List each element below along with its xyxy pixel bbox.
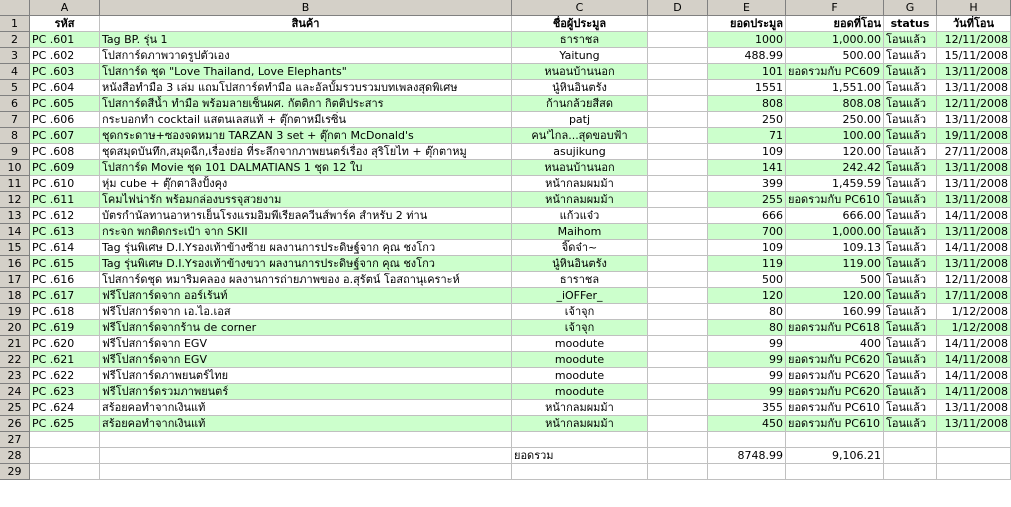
cell-product[interactable]: ฟรีโปสการ์ดจาก เอ.ไอ.เอส <box>100 304 512 320</box>
row-header[interactable]: 19 <box>0 304 30 320</box>
cell-product[interactable] <box>100 448 512 464</box>
cell-product[interactable]: Tag รุ่นพิเศษ D.I.Yรองเท้าข้างซ้าย ผลงานการประดิษฐ์จาก คุณ ชงโกว <box>100 240 512 256</box>
cell-bid[interactable]: 80 <box>708 304 786 320</box>
cell-code[interactable]: PC .604 <box>30 80 100 96</box>
cell-blank[interactable] <box>648 336 708 352</box>
cell-transfer[interactable]: 9,106.21 <box>786 448 884 464</box>
cell-bidder[interactable]: หน้ากลมผมม้า <box>512 192 648 208</box>
row-header[interactable]: 12 <box>0 192 30 208</box>
cell-bid[interactable]: 250 <box>708 112 786 128</box>
cell-date[interactable]: 1/12/2008 <box>937 320 1011 336</box>
cell-transfer[interactable]: 400 <box>786 336 884 352</box>
cell-status[interactable] <box>884 464 937 480</box>
cell-bidder[interactable]: หน้ากลมผมม้า <box>512 416 648 432</box>
cell-product[interactable]: บัตรกำนัลทานอาหารเย็นโรงแรมอิมพีเรียลควีนส์พาร์ค สำหรับ 2 ท่าน <box>100 208 512 224</box>
cell-bid[interactable]: 1000 <box>708 32 786 48</box>
cell-bid[interactable]: 99 <box>708 368 786 384</box>
cell-bidder[interactable]: เจ้าจุก <box>512 304 648 320</box>
cell-status[interactable]: โอนแล้ว <box>884 288 937 304</box>
cell-bidder[interactable]: ยอดรวม <box>512 448 648 464</box>
cell-status[interactable]: โอนแล้ว <box>884 160 937 176</box>
row-header[interactable]: 13 <box>0 208 30 224</box>
cell-product[interactable]: ฟรีโปสการ์ดภาพยนตร์ไทย <box>100 368 512 384</box>
cell-blank[interactable] <box>648 416 708 432</box>
cell-code[interactable]: PC .622 <box>30 368 100 384</box>
cell-bidder[interactable]: moodute <box>512 352 648 368</box>
cell-product[interactable]: กระจก พกติดกระเป๋า จาก SKII <box>100 224 512 240</box>
cell-bidder[interactable]: หน้ากลมผมม้า <box>512 176 648 192</box>
row-header[interactable]: 14 <box>0 224 30 240</box>
cell-transfer[interactable]: 100.00 <box>786 128 884 144</box>
cell-status[interactable]: โอนแล้ว <box>884 80 937 96</box>
cell-transfer[interactable]: ยอดรวมกับ PC609 <box>786 64 884 80</box>
cell-bidder[interactable]: นู๋หินอินตรัง <box>512 80 648 96</box>
cell-blank[interactable] <box>648 224 708 240</box>
cell-bid[interactable]: 488.99 <box>708 48 786 64</box>
cell-code[interactable]: PC .605 <box>30 96 100 112</box>
cell-product[interactable]: ชุดสมุดบันทึก,สมุดฉีก,เรื่องย่อ ที่ระลึกจากภาพยนตร์เรื่อง สุริโยไท + ตุ๊กตาหมู <box>100 144 512 160</box>
cell-status[interactable]: โอนแล้ว <box>884 304 937 320</box>
cell-code[interactable]: PC .611 <box>30 192 100 208</box>
cell-transfer[interactable]: 1,551.00 <box>786 80 884 96</box>
cell-date[interactable]: 13/11/2008 <box>937 160 1011 176</box>
cell-status[interactable]: โอนแล้ว <box>884 64 937 80</box>
cell-blank[interactable] <box>648 112 708 128</box>
row-header[interactable]: 5 <box>0 80 30 96</box>
cell-status[interactable]: โอนแล้ว <box>884 400 937 416</box>
cell-transfer[interactable]: ยอดรวมกับ PC610 <box>786 400 884 416</box>
cell-blank[interactable] <box>648 144 708 160</box>
cell-status[interactable] <box>884 432 937 448</box>
cell-transfer[interactable] <box>786 464 884 480</box>
cell-bid[interactable]: 8748.99 <box>708 448 786 464</box>
cell-transfer[interactable]: 1,459.59 <box>786 176 884 192</box>
cell-product[interactable]: ชุดกระดาษ+ซองจดหมาย TARZAN 3 set + ตุ๊กตา McDonald's <box>100 128 512 144</box>
cell-bidder[interactable]: moodute <box>512 384 648 400</box>
cell-code[interactable]: PC .606 <box>30 112 100 128</box>
cell-bid[interactable]: 101 <box>708 64 786 80</box>
row-header[interactable]: 7 <box>0 112 30 128</box>
cell-status[interactable]: โอนแล้ว <box>884 336 937 352</box>
row-header[interactable]: 8 <box>0 128 30 144</box>
cell-code[interactable]: PC .621 <box>30 352 100 368</box>
cell-date[interactable]: 13/11/2008 <box>937 64 1011 80</box>
cell-product[interactable] <box>100 464 512 480</box>
cell-date[interactable]: 17/11/2008 <box>937 288 1011 304</box>
cell-transfer[interactable]: 119.00 <box>786 256 884 272</box>
cell-blank[interactable] <box>648 176 708 192</box>
cell-bid[interactable]: 71 <box>708 128 786 144</box>
cell-transfer[interactable]: ยอดรวมกับ PC620 <box>786 384 884 400</box>
cell-date[interactable]: 14/11/2008 <box>937 352 1011 368</box>
cell-bidder[interactable]: asujikung <box>512 144 648 160</box>
column-header-h[interactable]: H <box>937 0 1011 16</box>
cell-transfer[interactable]: 160.99 <box>786 304 884 320</box>
cell-blank[interactable] <box>648 160 708 176</box>
row-header[interactable]: 15 <box>0 240 30 256</box>
cell-transfer[interactable]: 500 <box>786 272 884 288</box>
cell-bid[interactable] <box>708 432 786 448</box>
cell-blank[interactable] <box>648 240 708 256</box>
table-header-date[interactable]: วันที่โอน <box>937 16 1011 32</box>
table-header-bid[interactable]: ยอดประมูล <box>708 16 786 32</box>
cell-date[interactable]: 13/11/2008 <box>937 176 1011 192</box>
cell-bidder[interactable]: Yaitung <box>512 48 648 64</box>
cell-blank[interactable] <box>648 448 708 464</box>
cell-status[interactable]: โอนแล้ว <box>884 96 937 112</box>
cell-product[interactable]: ฟรีโปสการ์ดจากร้าน de corner <box>100 320 512 336</box>
cell-product[interactable]: โปสการ์ดชุด หมาริมคลอง ผลงานการถ่ายภาพของ อ.สุรัตน์ โอสถานุเคราะห์ <box>100 272 512 288</box>
cell-date[interactable]: 13/11/2008 <box>937 80 1011 96</box>
cell-blank[interactable] <box>648 32 708 48</box>
table-header-transfer[interactable]: ยอดที่โอน <box>786 16 884 32</box>
cell-transfer[interactable]: ยอดรวมกับ PC620 <box>786 368 884 384</box>
cell-bid[interactable]: 1551 <box>708 80 786 96</box>
cell-status[interactable]: โอนแล้ว <box>884 416 937 432</box>
cell-code[interactable] <box>30 464 100 480</box>
cell-blank[interactable] <box>648 48 708 64</box>
cell-blank[interactable] <box>648 368 708 384</box>
cell-status[interactable]: โอนแล้ว <box>884 384 937 400</box>
row-header[interactable]: 9 <box>0 144 30 160</box>
row-header[interactable]: 6 <box>0 96 30 112</box>
cell-blank[interactable] <box>648 96 708 112</box>
cell-transfer[interactable]: 1,000.00 <box>786 224 884 240</box>
cell-status[interactable]: โอนแล้ว <box>884 208 937 224</box>
cell-bidder[interactable]: คน'ไกล...สุดขอบฟ้า <box>512 128 648 144</box>
cell-bid[interactable]: 808 <box>708 96 786 112</box>
table-header-bidder[interactable]: ชื่อผู้ประมูล <box>512 16 648 32</box>
cell-status[interactable]: โอนแล้ว <box>884 224 937 240</box>
cell-date[interactable]: 12/11/2008 <box>937 32 1011 48</box>
table-header-status[interactable]: status <box>884 16 937 32</box>
cell-product[interactable]: โปสการ์ด ชุด "Love Thailand, Love Elephants" <box>100 64 512 80</box>
cell-bid[interactable]: 399 <box>708 176 786 192</box>
cell-date[interactable]: 14/11/2008 <box>937 240 1011 256</box>
cell-code[interactable]: PC .618 <box>30 304 100 320</box>
cell-date[interactable]: 27/11/2008 <box>937 144 1011 160</box>
cell-date[interactable]: 14/11/2008 <box>937 208 1011 224</box>
cell-code[interactable]: PC .624 <box>30 400 100 416</box>
cell-transfer[interactable]: ยอดรวมกับ PC610 <box>786 416 884 432</box>
cell-code[interactable]: PC .601 <box>30 32 100 48</box>
cell-transfer[interactable]: 242.42 <box>786 160 884 176</box>
cell-code[interactable]: PC .610 <box>30 176 100 192</box>
cell-bidder[interactable]: ก้านกล้วยสีสด <box>512 96 648 112</box>
cell-bid[interactable]: 80 <box>708 320 786 336</box>
cell-code[interactable]: PC .614 <box>30 240 100 256</box>
cell-date[interactable]: 13/11/2008 <box>937 112 1011 128</box>
cell-product[interactable]: ฟรีโปสการ์ดจาก EGV <box>100 352 512 368</box>
cell-status[interactable]: โอนแล้ว <box>884 128 937 144</box>
cell-blank[interactable] <box>648 432 708 448</box>
row-header[interactable]: 23 <box>0 368 30 384</box>
cell-blank[interactable] <box>648 304 708 320</box>
row-header[interactable]: 10 <box>0 160 30 176</box>
cell-transfer[interactable]: 109.13 <box>786 240 884 256</box>
cell-code[interactable]: PC .625 <box>30 416 100 432</box>
column-header-b[interactable]: B <box>100 0 512 16</box>
column-header-c[interactable]: C <box>512 0 648 16</box>
cell-bidder[interactable]: moodute <box>512 368 648 384</box>
cell-blank[interactable] <box>648 64 708 80</box>
cell-date[interactable]: 19/11/2008 <box>937 128 1011 144</box>
cell-bidder[interactable]: ธาราชล <box>512 32 648 48</box>
cell-bidder[interactable]: ธาราชล <box>512 272 648 288</box>
cell-status[interactable]: โอนแล้ว <box>884 144 937 160</box>
cell-status[interactable]: โอนแล้ว <box>884 368 937 384</box>
cell-bid[interactable]: 700 <box>708 224 786 240</box>
column-header-e[interactable]: E <box>708 0 786 16</box>
cell-transfer[interactable]: ยอดรวมกับ PC618 <box>786 320 884 336</box>
row-header[interactable]: 11 <box>0 176 30 192</box>
cell-product[interactable]: ฟรีโปสการ์ดจาก ออร์เร้นท์ <box>100 288 512 304</box>
cell-product[interactable]: กระบอกทำ cocktail แสตนเลสแท้ + ตุ๊กตาหมีเรซิ่น <box>100 112 512 128</box>
column-header-g[interactable]: G <box>884 0 937 16</box>
row-header[interactable]: 3 <box>0 48 30 64</box>
cell-bid[interactable]: 119 <box>708 256 786 272</box>
cell-code[interactable]: PC .612 <box>30 208 100 224</box>
cell-date[interactable]: 14/11/2008 <box>937 336 1011 352</box>
table-header-product[interactable]: สินค้า <box>100 16 512 32</box>
cell-bid[interactable]: 141 <box>708 160 786 176</box>
cell-code[interactable]: PC .619 <box>30 320 100 336</box>
cell-bidder[interactable]: หน้ากลมผมม้า <box>512 400 648 416</box>
cell-bid[interactable] <box>708 464 786 480</box>
cell-bid[interactable]: 355 <box>708 400 786 416</box>
cell-transfer[interactable]: 500.00 <box>786 48 884 64</box>
cell-blank[interactable] <box>648 272 708 288</box>
cell-status[interactable]: โอนแล้ว <box>884 192 937 208</box>
row-header[interactable]: 20 <box>0 320 30 336</box>
row-header[interactable]: 21 <box>0 336 30 352</box>
cell-status[interactable]: โอนแล้ว <box>884 48 937 64</box>
row-header[interactable]: 17 <box>0 272 30 288</box>
cell-code[interactable]: PC .623 <box>30 384 100 400</box>
cell-code[interactable] <box>30 448 100 464</box>
cell-bid[interactable]: 120 <box>708 288 786 304</box>
cell-status[interactable] <box>884 448 937 464</box>
cell-product[interactable] <box>100 432 512 448</box>
cell-bidder[interactable]: หนอนบ้านนอก <box>512 64 648 80</box>
cell-transfer[interactable]: 250.00 <box>786 112 884 128</box>
cell-product[interactable]: สร้อยคอทำจากเงินแท้ <box>100 416 512 432</box>
cell-status[interactable]: โอนแล้ว <box>884 256 937 272</box>
cell-bidder[interactable]: หนอนบ้านนอก <box>512 160 648 176</box>
cell-transfer[interactable]: 120.00 <box>786 288 884 304</box>
cell-code[interactable]: PC .603 <box>30 64 100 80</box>
cell-blank[interactable] <box>648 128 708 144</box>
row-header[interactable]: 25 <box>0 400 30 416</box>
cell-product[interactable]: Tag รุ่นพิเศษ D.I.Yรองเท้าข้างขวา ผลงานการประดิษฐ์จาก คุณ ชงโกว <box>100 256 512 272</box>
cell-blank[interactable] <box>648 400 708 416</box>
cell-blank[interactable] <box>648 464 708 480</box>
cell-blank[interactable] <box>648 352 708 368</box>
cell-bid[interactable]: 450 <box>708 416 786 432</box>
row-header[interactable]: 29 <box>0 464 30 480</box>
row-header[interactable]: 1 <box>0 16 30 32</box>
cell-date[interactable]: 15/11/2008 <box>937 48 1011 64</box>
row-header[interactable]: 16 <box>0 256 30 272</box>
cell-bid[interactable]: 666 <box>708 208 786 224</box>
row-header[interactable]: 28 <box>0 448 30 464</box>
cell-bidder[interactable]: _iOFFer_ <box>512 288 648 304</box>
cell-code[interactable] <box>30 432 100 448</box>
row-header[interactable]: 2 <box>0 32 30 48</box>
select-all-corner[interactable] <box>0 0 30 16</box>
cell-date[interactable]: 12/11/2008 <box>937 96 1011 112</box>
cell-status[interactable]: โอนแล้ว <box>884 112 937 128</box>
cell-product[interactable]: โปสการ์ด Movie ชุด 101 DALMATIANS 1 ชุด 12 ใบ <box>100 160 512 176</box>
cell-product[interactable]: หนังสือทำมือ 3 เล่ม แถมโปสการ์ดทำมือ และอัลบั้มรวบรวมบทเพลงสุดพิเศษ <box>100 80 512 96</box>
cell-code[interactable]: PC .607 <box>30 128 100 144</box>
cell-date[interactable]: 13/11/2008 <box>937 256 1011 272</box>
row-header[interactable]: 24 <box>0 384 30 400</box>
row-header[interactable]: 18 <box>0 288 30 304</box>
cell-transfer[interactable]: ยอดรวมกับ PC620 <box>786 352 884 368</box>
cell-date[interactable]: 13/11/2008 <box>937 416 1011 432</box>
cell-transfer[interactable]: 120.00 <box>786 144 884 160</box>
cell-transfer[interactable]: 666.00 <box>786 208 884 224</box>
cell-blank[interactable] <box>648 80 708 96</box>
table-header-code[interactable]: รหัส <box>30 16 100 32</box>
cell-bidder[interactable]: Maihom <box>512 224 648 240</box>
row-header[interactable]: 27 <box>0 432 30 448</box>
cell-bidder[interactable]: แก้วแจ๋ว <box>512 208 648 224</box>
row-header[interactable]: 26 <box>0 416 30 432</box>
cell-status[interactable]: โอนแล้ว <box>884 176 937 192</box>
cell-product[interactable]: ฟรีโปสการ์ดรวมภาพยนตร์ <box>100 384 512 400</box>
table-header-blank[interactable] <box>648 16 708 32</box>
cell-code[interactable]: PC .620 <box>30 336 100 352</box>
cell-transfer[interactable]: 1,000.00 <box>786 32 884 48</box>
cell-bidder[interactable] <box>512 464 648 480</box>
cell-bidder[interactable]: จิ๊ดจ๋า~ <box>512 240 648 256</box>
column-header-a[interactable]: A <box>30 0 100 16</box>
cell-blank[interactable] <box>648 208 708 224</box>
cell-bid[interactable]: 109 <box>708 240 786 256</box>
cell-status[interactable]: โอนแล้ว <box>884 240 937 256</box>
cell-product[interactable]: โคมไฟน่ารัก พร้อมกล่องบรรจุสวยงาม <box>100 192 512 208</box>
cell-status[interactable]: โอนแล้ว <box>884 272 937 288</box>
cell-code[interactable]: PC .617 <box>30 288 100 304</box>
cell-blank[interactable] <box>648 320 708 336</box>
cell-bidder[interactable] <box>512 432 648 448</box>
column-header-d[interactable]: D <box>648 0 708 16</box>
cell-blank[interactable] <box>648 256 708 272</box>
cell-product[interactable]: โปสการ์ดภาพวาดรูปตัวเอง <box>100 48 512 64</box>
cell-code[interactable]: PC .609 <box>30 160 100 176</box>
cell-transfer[interactable]: ยอดรวมกับ PC610 <box>786 192 884 208</box>
cell-transfer[interactable]: 808.08 <box>786 96 884 112</box>
cell-blank[interactable] <box>648 288 708 304</box>
cell-date[interactable]: 13/11/2008 <box>937 400 1011 416</box>
cell-date[interactable]: 13/11/2008 <box>937 224 1011 240</box>
cell-product[interactable]: ฟรีโปสการ์ดจาก EGV <box>100 336 512 352</box>
cell-code[interactable]: PC .613 <box>30 224 100 240</box>
cell-date[interactable]: 12/11/2008 <box>937 272 1011 288</box>
cell-bidder[interactable]: เจ้าจุก <box>512 320 648 336</box>
cell-date[interactable]: 1/12/2008 <box>937 304 1011 320</box>
cell-bidder[interactable]: patj <box>512 112 648 128</box>
cell-bid[interactable]: 109 <box>708 144 786 160</box>
column-header-f[interactable]: F <box>786 0 884 16</box>
cell-date[interactable]: 14/11/2008 <box>937 384 1011 400</box>
cell-date[interactable] <box>937 448 1011 464</box>
cell-code[interactable]: PC .615 <box>30 256 100 272</box>
cell-bid[interactable]: 99 <box>708 336 786 352</box>
cell-product[interactable]: Tag BP. รุ่น 1 <box>100 32 512 48</box>
cell-product[interactable]: สร้อยคอทำจากเงินแท้ <box>100 400 512 416</box>
cell-date[interactable]: 13/11/2008 <box>937 192 1011 208</box>
cell-bid[interactable]: 500 <box>708 272 786 288</box>
cell-code[interactable]: PC .616 <box>30 272 100 288</box>
cell-date[interactable] <box>937 464 1011 480</box>
cell-blank[interactable] <box>648 384 708 400</box>
cell-status[interactable]: โอนแล้ว <box>884 352 937 368</box>
row-header[interactable]: 4 <box>0 64 30 80</box>
cell-date[interactable] <box>937 432 1011 448</box>
cell-product[interactable]: โปสการ์ดสีน้ำ ทำมือ พร้อมลายเซ็นผศ. กัตติกา กิตติประสาร <box>100 96 512 112</box>
cell-product[interactable]: หุ่ม cube + ตุ๊กตาลิงปั้งคุง <box>100 176 512 192</box>
cell-code[interactable]: PC .608 <box>30 144 100 160</box>
cell-blank[interactable] <box>648 192 708 208</box>
cell-transfer[interactable] <box>786 432 884 448</box>
cell-bid[interactable]: 99 <box>708 352 786 368</box>
cell-status[interactable]: โอนแล้ว <box>884 320 937 336</box>
cell-bid[interactable]: 99 <box>708 384 786 400</box>
row-header[interactable]: 22 <box>0 352 30 368</box>
cell-bidder[interactable]: moodute <box>512 336 648 352</box>
cell-code[interactable]: PC .602 <box>30 48 100 64</box>
cell-bid[interactable]: 255 <box>708 192 786 208</box>
cell-status[interactable]: โอนแล้ว <box>884 32 937 48</box>
cell-date[interactable]: 14/11/2008 <box>937 368 1011 384</box>
cell-bidder[interactable]: นู๋หินอินตรัง <box>512 256 648 272</box>
